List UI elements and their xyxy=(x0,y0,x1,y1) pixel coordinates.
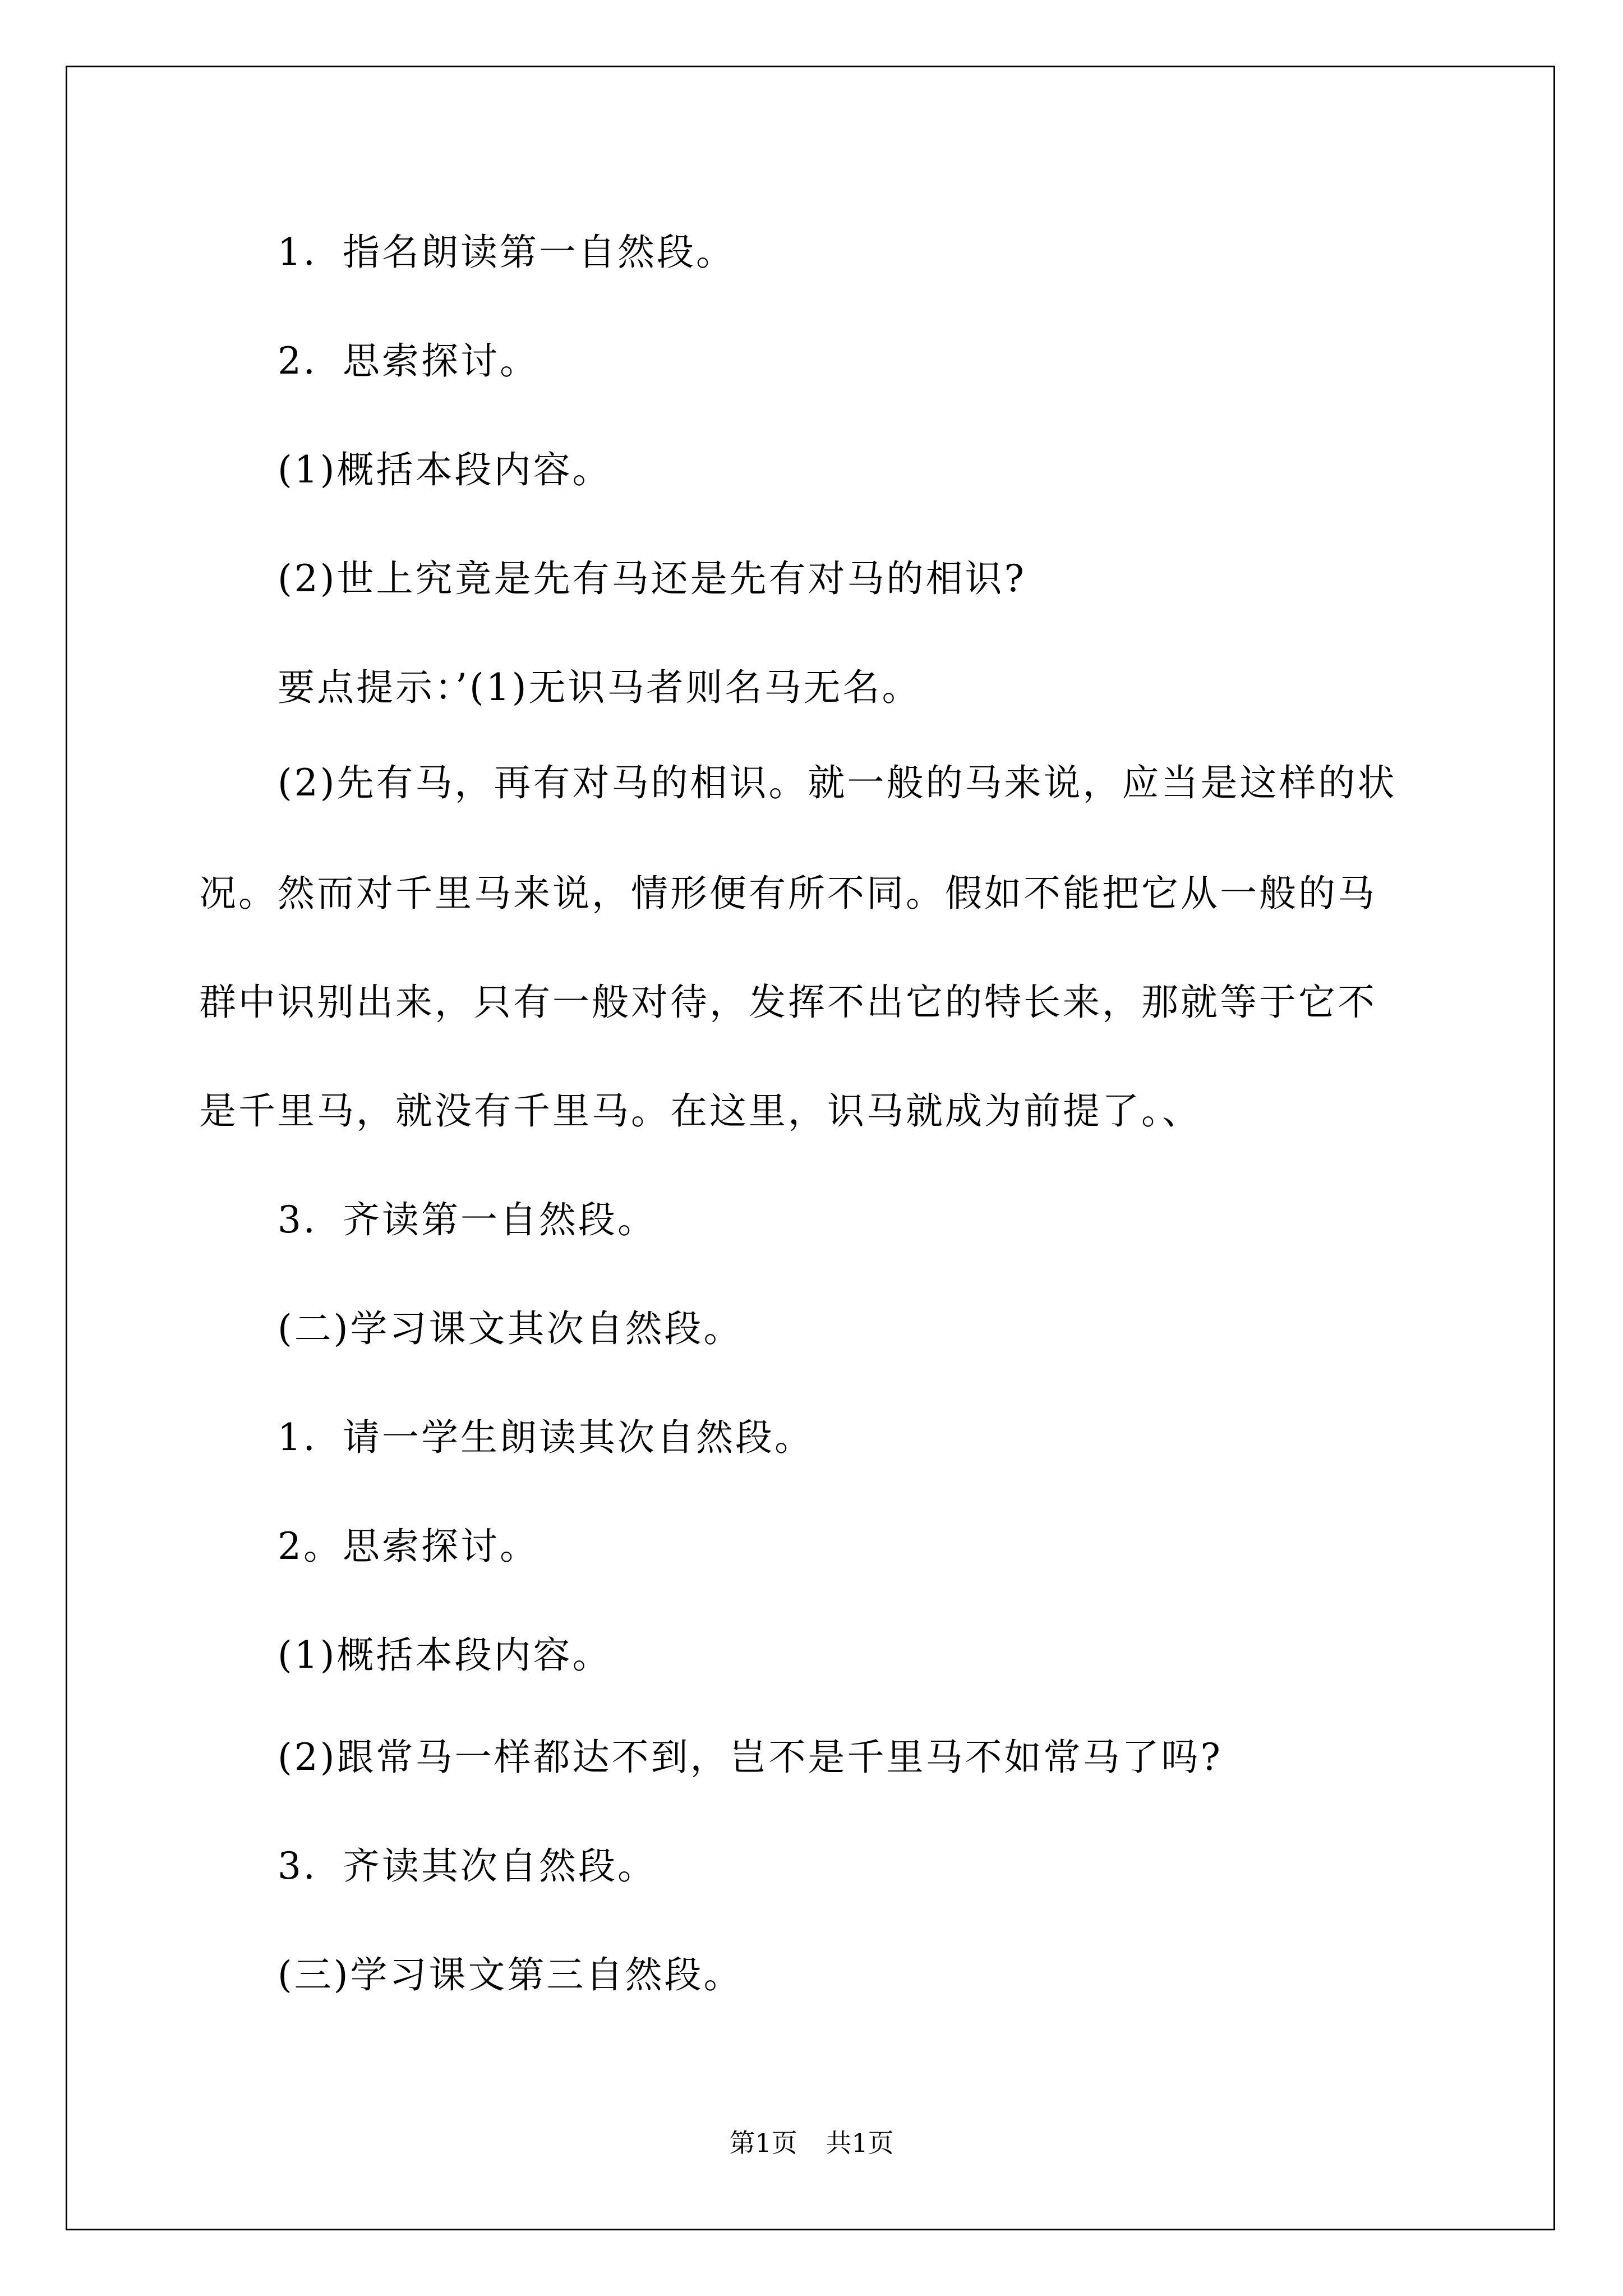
paragraph-line: 1．指名朗读第一自然段。 xyxy=(278,231,735,274)
paragraph-line: (1)概括本段内容。 xyxy=(278,448,612,491)
paragraph-line: 2。思索探讨。 xyxy=(278,1525,539,1568)
paragraph-line: 况。然而对千里马来说，情形便有所不同。假如不能把它从一般的马 xyxy=(199,872,1377,915)
paragraph-line: (2)世上究竟是先有马还是先有对马的相识? xyxy=(278,557,1026,600)
page-footer xyxy=(0,2126,1623,2160)
paragraph-line: 3．齐读第一自然段。 xyxy=(278,1198,657,1241)
paragraph-line: 是千里马，就没有千里马。在这里，识马就成为前提了。、 xyxy=(199,1089,1201,1133)
paragraph-line: (二)学习课文其次自然段。 xyxy=(278,1307,743,1350)
page-number-current: 第1页 xyxy=(729,2128,797,2158)
paragraph-line: 3．齐读其次自然段。 xyxy=(278,1844,657,1888)
paragraph-line: (2)跟常马一样都达不到，岂不是千里马不如常马了吗? xyxy=(278,1736,1223,1779)
paragraph-line: 1．请一学生朗读其次自然段。 xyxy=(278,1416,814,1459)
paragraph-line: (1)概括本段内容。 xyxy=(278,1634,612,1677)
paragraph-line: 群中识别出来，只有一般对待，发挥不出它的特长来，那就等于它不 xyxy=(199,981,1377,1024)
paragraph-line: 2．思索探讨。 xyxy=(278,339,539,383)
paragraph-line: (三)学习课文第三自然段。 xyxy=(278,1953,743,1996)
paragraph-line: (2)先有马，再有对马的相识。就一般的马来说，应当是这样的状 xyxy=(278,761,1397,804)
page-border xyxy=(66,66,1555,2230)
page-number-total: 共1页 xyxy=(826,2128,894,2158)
paragraph-line: 要点提示：’(1)无识马者则名马无名。 xyxy=(278,666,921,709)
